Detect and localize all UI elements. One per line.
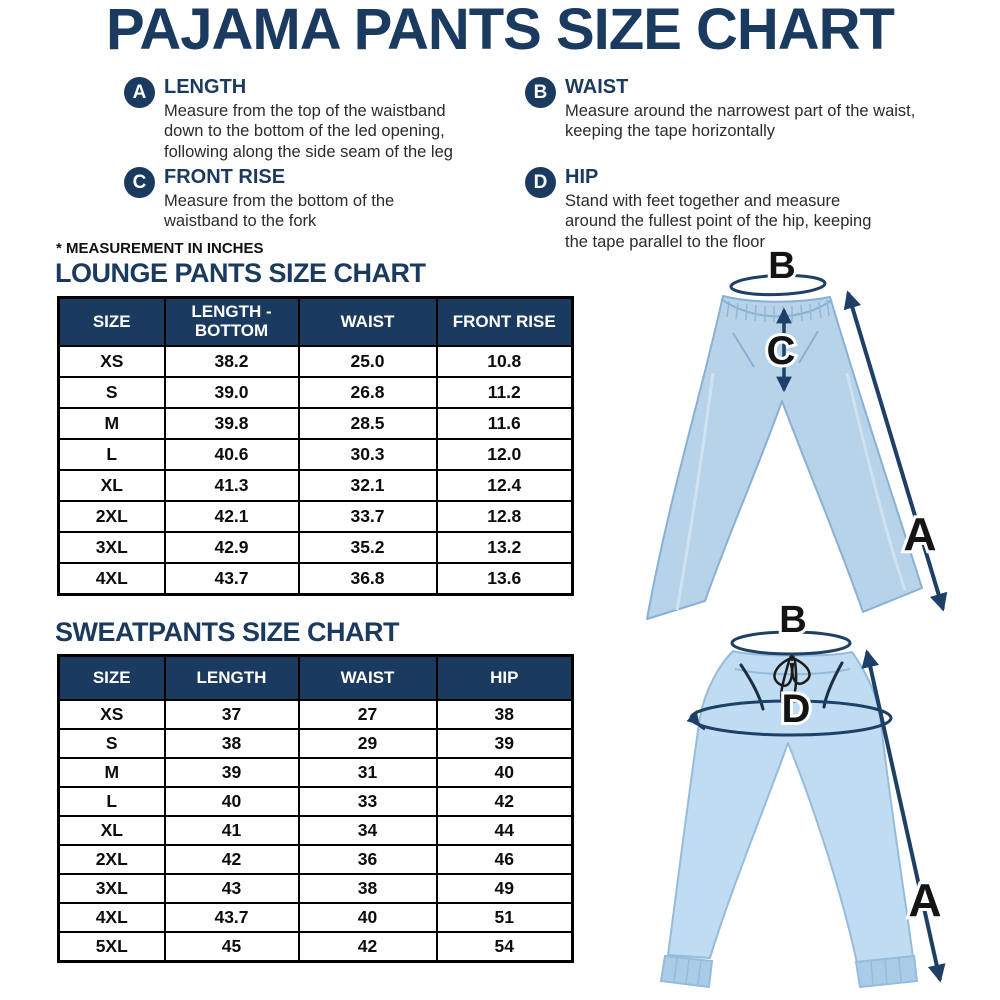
size-cell: L <box>59 439 165 470</box>
value-cell: 44 <box>437 816 573 845</box>
table-row <box>59 787 573 816</box>
value-cell: 30.3 <box>299 439 437 470</box>
table-row <box>59 408 573 439</box>
size-cell: 4XL <box>59 903 165 932</box>
value-cell: 38 <box>165 729 299 758</box>
value-cell: 12.0 <box>437 439 573 470</box>
value-cell: 33 <box>299 787 437 816</box>
definition-item-length <box>124 76 476 162</box>
value-cell: 36.8 <box>299 563 437 595</box>
size-cell: 2XL <box>59 845 165 874</box>
label-b: B <box>768 245 796 287</box>
size-cell: 3XL <box>59 874 165 903</box>
value-cell: 25.0 <box>299 346 437 377</box>
size-cell: L <box>59 787 165 816</box>
definition-content <box>164 166 454 232</box>
definition-term: LENGTH <box>164 76 247 98</box>
letter-badge-d: D <box>525 167 556 198</box>
definition-item-waist <box>525 76 917 142</box>
table-row <box>59 729 573 758</box>
label-a: A <box>903 508 937 560</box>
value-cell: 26.8 <box>299 377 437 408</box>
value-cell: 42 <box>437 787 573 816</box>
size-cell: 5XL <box>59 932 165 962</box>
column-header: SIZE <box>59 298 165 347</box>
size-cell: XS <box>59 346 165 377</box>
value-cell: 40.6 <box>165 439 299 470</box>
value-cell: 40 <box>165 787 299 816</box>
value-cell: 12.8 <box>437 501 573 532</box>
definition-content <box>164 76 476 162</box>
column-header: WAIST <box>299 298 437 347</box>
column-header: WAIST <box>299 656 437 701</box>
measurement-note: * MEASUREMENT IN INCHES <box>56 240 264 257</box>
table-row <box>59 532 573 563</box>
value-cell: 40 <box>299 903 437 932</box>
value-cell: 12.4 <box>437 470 573 501</box>
table-row <box>59 470 573 501</box>
value-cell: 42 <box>165 845 299 874</box>
value-cell: 10.8 <box>437 346 573 377</box>
value-cell: 38 <box>437 700 573 729</box>
column-header: SIZE <box>59 656 165 701</box>
column-header: LENGTH - BOTTOM <box>165 298 299 347</box>
value-cell: 42.9 <box>165 532 299 563</box>
value-cell: 43 <box>165 874 299 903</box>
size-cell: 4XL <box>59 563 165 595</box>
value-cell: 43.7 <box>165 903 299 932</box>
value-cell: 54 <box>437 932 573 962</box>
table-row <box>59 932 573 962</box>
value-cell: 27 <box>299 700 437 729</box>
size-cell: M <box>59 408 165 439</box>
size-cell: S <box>59 377 165 408</box>
value-cell: 39 <box>437 729 573 758</box>
value-cell: 13.6 <box>437 563 573 595</box>
header-row <box>59 298 573 347</box>
definition-term: FRONT RISE <box>164 166 286 188</box>
value-cell: 42.1 <box>165 501 299 532</box>
size-cell: M <box>59 758 165 787</box>
letter-badge-a: A <box>124 77 155 108</box>
value-cell: 13.2 <box>437 532 573 563</box>
value-cell: 45 <box>165 932 299 962</box>
value-cell: 37 <box>165 700 299 729</box>
value-cell: 33.7 <box>299 501 437 532</box>
value-cell: 28.5 <box>299 408 437 439</box>
value-cell: 49 <box>437 874 573 903</box>
value-cell: 34 <box>299 816 437 845</box>
sweatpants-size-table <box>57 654 574 963</box>
header-row <box>59 656 573 701</box>
size-cell: S <box>59 729 165 758</box>
value-cell: 42 <box>299 932 437 962</box>
table-row <box>59 439 573 470</box>
value-cell: 29 <box>299 729 437 758</box>
value-cell: 31 <box>299 758 437 787</box>
value-cell: 39 <box>165 758 299 787</box>
table-row <box>59 563 573 595</box>
table-row <box>59 700 573 729</box>
definition-term: HIP <box>565 166 599 188</box>
value-cell: 46 <box>437 845 573 874</box>
value-cell: 38.2 <box>165 346 299 377</box>
value-cell: 39.8 <box>165 408 299 439</box>
value-cell: 40 <box>437 758 573 787</box>
column-header: LENGTH <box>165 656 299 701</box>
value-cell: 35.2 <box>299 532 437 563</box>
letter-badge-c: C <box>124 167 155 198</box>
sweatpants-illustration <box>605 595 1000 1000</box>
sweatpants-chart-title: SWEATPANTS SIZE CHART <box>55 617 399 647</box>
value-cell: 43.7 <box>165 563 299 595</box>
lounge-chart-title: LOUNGE PANTS SIZE CHART <box>55 258 426 288</box>
value-cell: 11.6 <box>437 408 573 439</box>
table-row <box>59 903 573 932</box>
column-header: HIP <box>437 656 573 701</box>
value-cell: 41 <box>165 816 299 845</box>
column-header: FRONT RISE <box>437 298 573 347</box>
definition-description: Measure from the top of the waistband down to the bottom of the led opening, following along the side seam of the leg <box>164 102 453 161</box>
size-cell: XL <box>59 816 165 845</box>
definition-description: Stand with feet together and measure around the fullest point of the hip, keeping the tape parallel to the floor <box>565 192 872 251</box>
size-cell: 3XL <box>59 532 165 563</box>
table-row <box>59 501 573 532</box>
page-title: PAJAMA PANTS SIZE CHART <box>106 0 894 62</box>
table-row <box>59 377 573 408</box>
definition-term: WAIST <box>565 76 629 98</box>
value-cell: 41.3 <box>165 470 299 501</box>
size-cell: XS <box>59 700 165 729</box>
size-cell: 2XL <box>59 501 165 532</box>
value-cell: 38 <box>299 874 437 903</box>
lounge-pants-illustration <box>615 238 1000 628</box>
letter-badge-b: B <box>525 77 556 108</box>
table-row <box>59 346 573 377</box>
size-cell: XL <box>59 470 165 501</box>
table-row <box>59 758 573 787</box>
table-row <box>59 845 573 874</box>
value-cell: 51 <box>437 903 573 932</box>
value-cell: 36 <box>299 845 437 874</box>
definition-description: Measure around the narrowest part of the waist, keeping the tape horizontally <box>565 102 916 141</box>
definition-description: Measure from the bottom of the waistband to the fork <box>164 192 395 231</box>
definition-content <box>565 76 917 142</box>
label-c: C <box>766 329 796 373</box>
value-cell: 32.1 <box>299 470 437 501</box>
value-cell: 39.0 <box>165 377 299 408</box>
table-row <box>59 874 573 903</box>
label-b: B <box>779 599 807 641</box>
label-a: A <box>908 874 942 926</box>
table-row <box>59 816 573 845</box>
lounge-size-table <box>57 296 574 596</box>
definition-item-front-rise <box>124 166 454 232</box>
label-d: D <box>781 687 811 731</box>
value-cell: 11.2 <box>437 377 573 408</box>
